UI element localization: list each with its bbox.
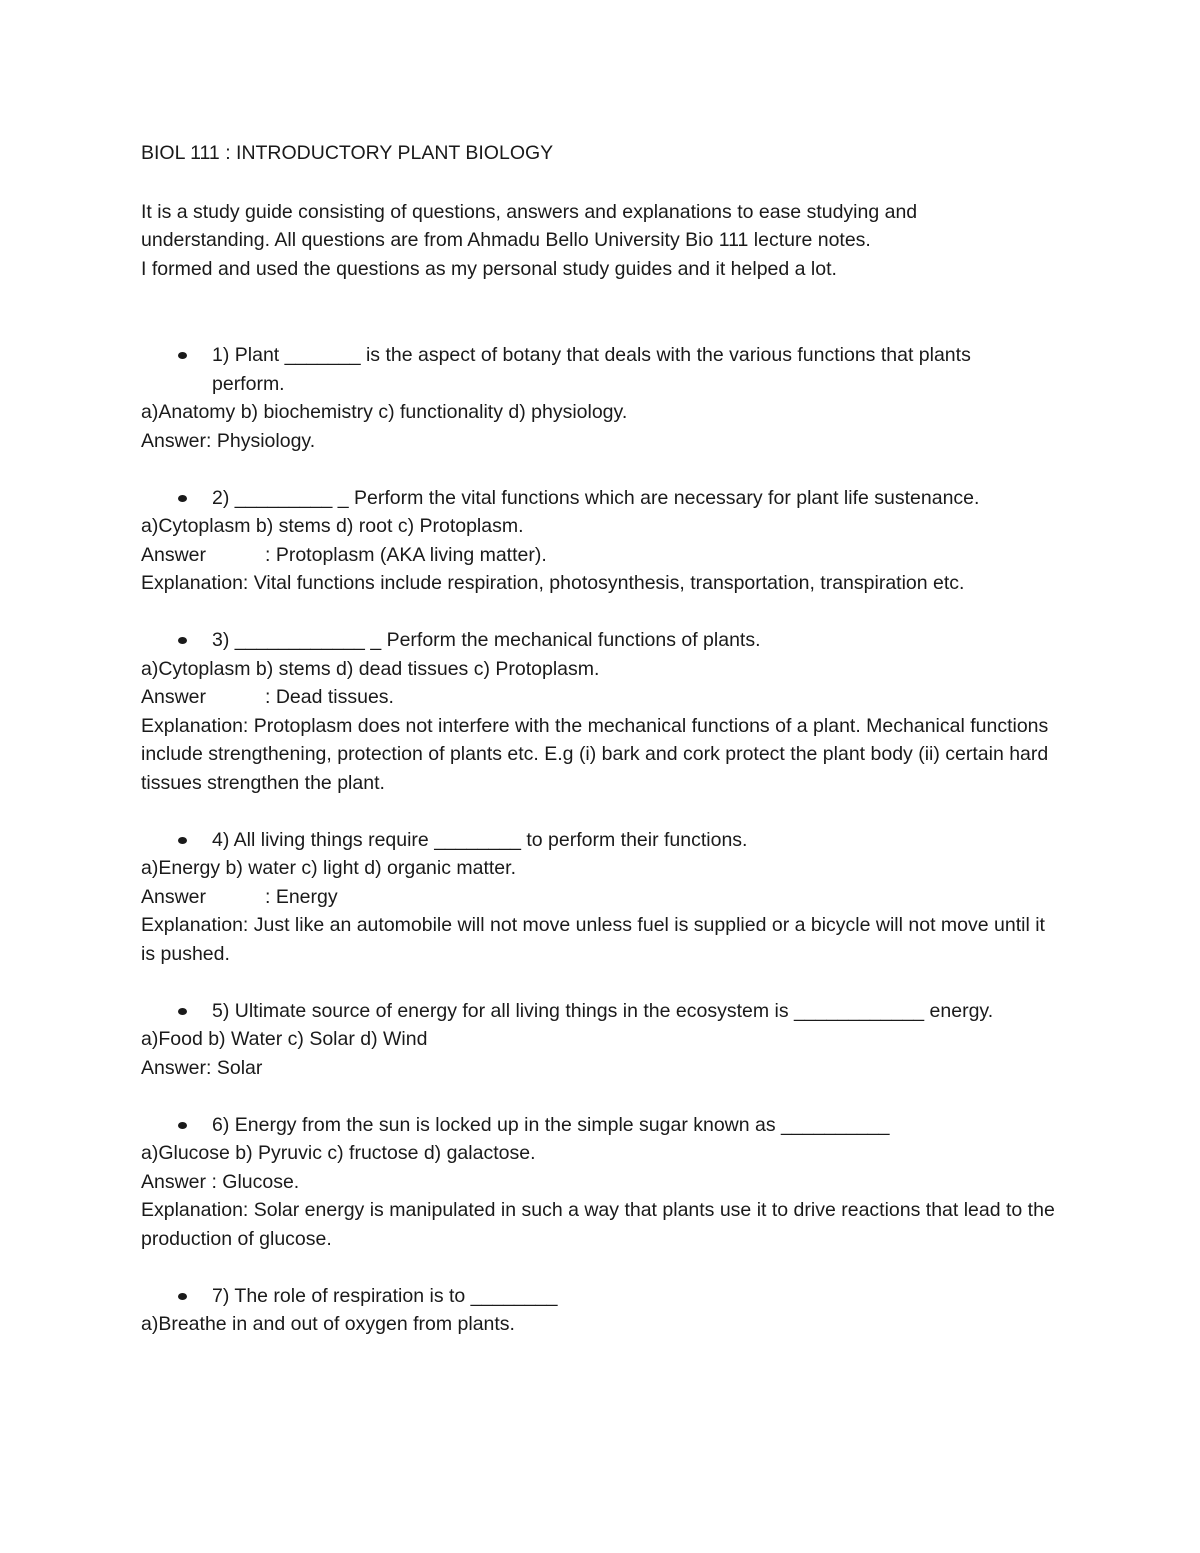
answer-value: : Dead tissues.	[265, 686, 394, 708]
question-item	[141, 626, 1061, 655]
question-options: a)Breathe in and out of oxygen from plants.	[141, 1313, 515, 1335]
question-item	[141, 1282, 1061, 1311]
question-item	[141, 484, 1061, 513]
intro-line: I formed and used the questions as my personal study guides and it helped a lot.	[141, 257, 837, 280]
question-answer: Answer: Solar	[141, 1056, 263, 1079]
question-options: a)Cytoplasm b) stems d) dead tissues c) Protoplasm.	[141, 657, 600, 680]
question-item	[141, 826, 1061, 855]
bullet-icon	[178, 637, 187, 644]
question-explanation: Explanation: Just like an automobile will not move unless fuel is supplied or a bicycle will not move until it is pushed.	[141, 914, 1045, 965]
document-page	[141, 139, 1061, 1367]
question-block	[141, 1111, 1061, 1254]
question-options: a)Anatomy b) biochemistry c) functionality d) physiology.	[141, 401, 628, 423]
question-answer: Answer: Physiology.	[141, 429, 316, 452]
answer-label: Answer	[141, 885, 207, 908]
question-text: 5) Ultimate source of energy for all living things in the ecosystem is ____________ energy.	[212, 999, 994, 1022]
question-block	[141, 626, 1061, 797]
answer-value: : Protoplasm (AKA living matter).	[265, 543, 547, 566]
question-block	[141, 997, 1061, 1083]
question-options: a)Glucose b) Pyruvic c) fructose d) galactose.	[141, 1142, 536, 1164]
question-block	[141, 826, 1061, 969]
intro-line: It is a study guide consisting of questions, answers and explanations to ease studying and	[141, 200, 918, 223]
question-answer	[141, 541, 1061, 570]
bullet-icon	[178, 1008, 187, 1015]
question-options: a)Energy b) water c) light d) organic matter.	[141, 857, 516, 879]
intro-paragraph	[141, 198, 1061, 284]
question-explanation: Explanation: Solar energy is manipulated in such a way that plants use it to drive reactions that lead to the production of glucose.	[141, 1199, 1055, 1250]
intro-line: understanding. All questions are from Ahmadu Bello University Bio 111 lecture notes.	[141, 229, 871, 251]
question-answer: Answer : Glucose.	[141, 1170, 300, 1193]
bullet-icon	[178, 1293, 187, 1300]
question-text: 3) ____________ _ Perform the mechanical functions of plants.	[212, 629, 761, 651]
question-block	[141, 484, 1061, 598]
bullet-icon	[178, 837, 187, 844]
question-answer	[141, 683, 1061, 712]
answer-label: Answer	[141, 543, 207, 566]
bullet-icon	[178, 495, 187, 502]
question-options: a)Cytoplasm b) stems d) root c) Protoplasm.	[141, 515, 524, 537]
bullet-icon	[178, 1122, 187, 1129]
question-list	[141, 341, 1061, 1339]
question-text: 2) _________ _ Perform the vital functions which are necessary for plant life sustenance.	[212, 486, 980, 509]
question-explanation: Explanation: Protoplasm does not interfere with the mechanical functions of a plant. Mechanical functions include strengthening, protection of plants etc. E.g (i) bark and cork protect the plant body (ii) certain hard tissues strengthen the plant.	[141, 714, 1049, 794]
question-text: 6) Energy from the sun is locked up in the simple sugar known as __________	[212, 1113, 890, 1136]
question-answer	[141, 883, 1061, 912]
question-item	[141, 997, 1061, 1026]
document-title: BIOL 111 : INTRODUCTORY PLANT BIOLOGY	[141, 142, 554, 164]
question-text: 7) The role of respiration is to ________	[212, 1284, 558, 1307]
question-item	[141, 1111, 1061, 1140]
question-explanation: Explanation: Vital functions include respiration, photosynthesis, transportation, transpiration etc.	[141, 572, 965, 594]
question-options: a)Food b) Water c) Solar d) Wind	[141, 1028, 428, 1050]
answer-label: Answer	[141, 686, 207, 708]
answer-value: : Energy	[265, 885, 338, 908]
question-block	[141, 341, 1061, 455]
question-item	[141, 341, 1061, 398]
bullet-icon	[178, 352, 187, 359]
question-text: 1) Plant _______ is the aspect of botany that deals with the various functions that plants perform.	[212, 344, 971, 395]
question-block	[141, 1282, 1061, 1339]
question-text: 4) All living things require ________ to perform their functions.	[212, 828, 748, 851]
